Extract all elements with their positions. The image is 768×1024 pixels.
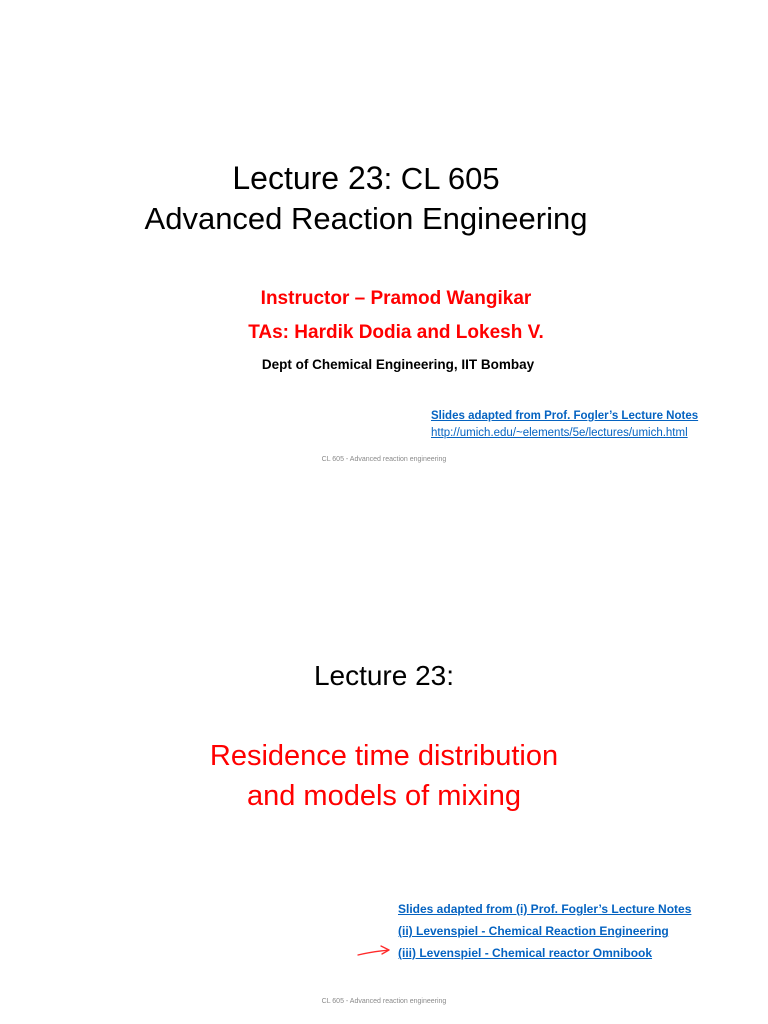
fogler-notes-link[interactable]: Slides adapted from Prof. Fogler’s Lecture Notes — [431, 410, 699, 422]
title-line-1: Residence time distribution — [209, 740, 559, 772]
department-text: Dept of Chemical Engineering, IIT Bombay — [261, 357, 535, 372]
tas-text: TAs: Hardik Dodia and Lokesh V. — [248, 322, 544, 343]
reference-links — [398, 898, 691, 964]
instructor-text: Instructor – Pramod Wangikar — [260, 288, 532, 309]
handwritten-arrow-icon — [356, 944, 392, 960]
slide-2-heading: Lecture 23: — [313, 660, 455, 691]
umich-url-link[interactable]: http://umich.edu/~elements/5e/lectures/umich.html — [431, 427, 688, 439]
reference-link-levenspiel-omnibook[interactable]: (iii) Levenspiel - Chemical reactor Omnibook — [398, 946, 653, 960]
title-line-2: Advanced Reaction Engineering — [144, 201, 588, 236]
slide-2-footer: CL 605 - Advanced reaction engineering — [321, 998, 447, 1005]
reference-link-levenspiel-cre[interactable]: (ii) Levenspiel - Chemical Reaction Engineering — [398, 924, 669, 938]
title-line-1 — [0, 158, 732, 199]
title-lecture: Lecture 23 — [232, 160, 384, 196]
slide-2 — [0, 512, 768, 1024]
slide-1-title — [0, 158, 732, 239]
source-links — [431, 408, 698, 442]
title-course: : CL 605 — [383, 161, 500, 196]
title-line-2: and models of mixing — [246, 780, 522, 812]
reference-link-fogler[interactable]: Slides adapted from (i) Prof. Fogler’s Lecture Notes — [398, 902, 692, 916]
slide-1-footer: CL 605 - Advanced reaction engineering — [321, 456, 447, 463]
slide-2-title — [0, 736, 768, 816]
